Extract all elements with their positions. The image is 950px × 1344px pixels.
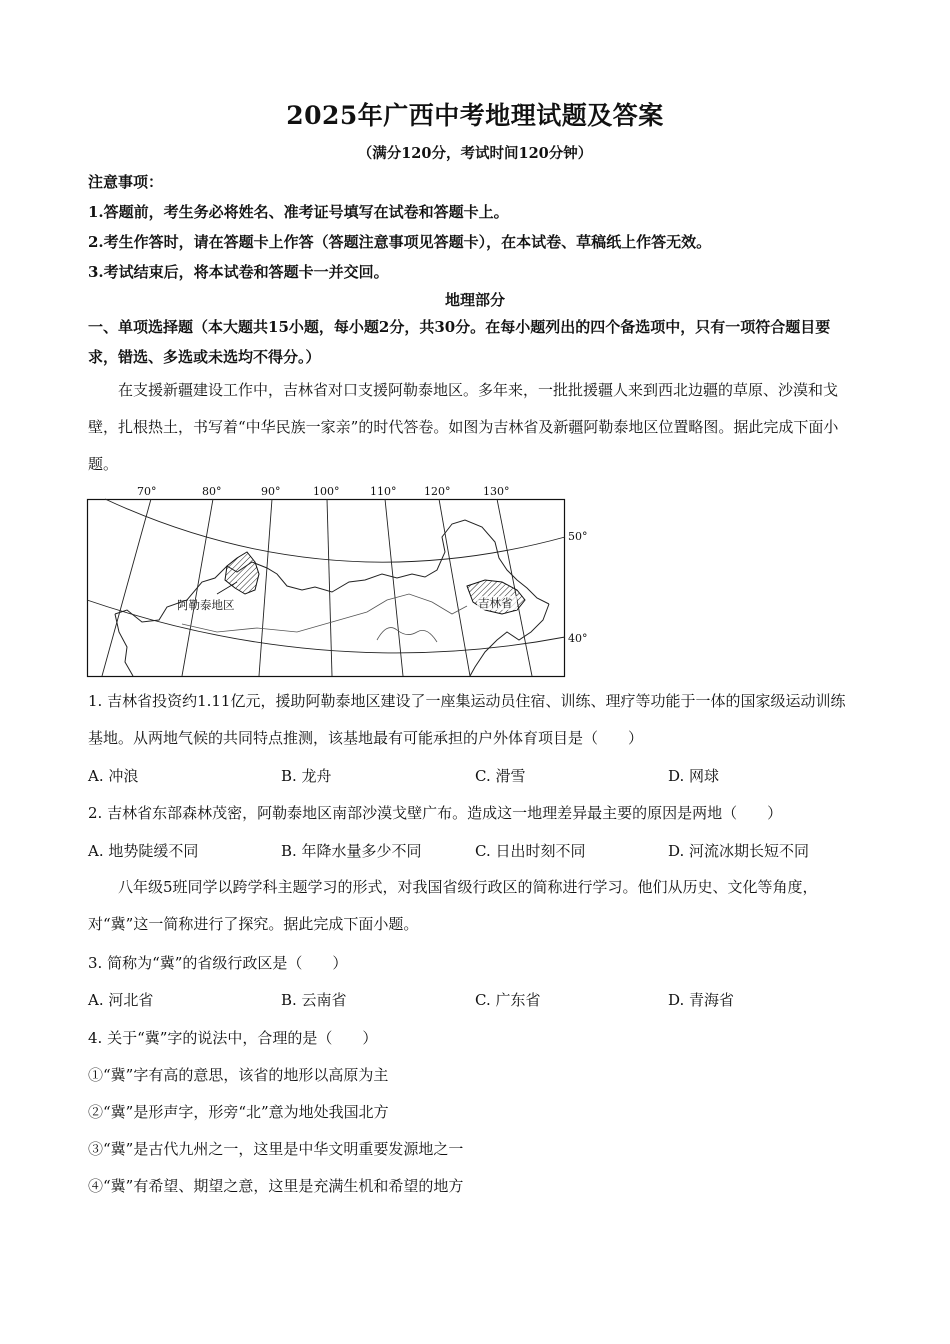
question-1-options [88,765,868,785]
map-longitude-label: 90° [261,485,281,498]
option-c[interactable]: C. 广东省 [475,991,541,1009]
location-map [87,482,588,678]
map-longitude-label: 80° [202,485,222,498]
map-longitude-label: 70° [137,485,157,498]
page-subtitle: （满分120分，考试时间120分钟） [357,145,593,162]
option-c[interactable]: C. 日出时刻不同 [475,842,586,860]
notice-item: 2.考生作答时，请在答题卡上作答（答题注意事项见答题卡），在本试卷、草稿纸上作答无效。 [88,233,712,251]
page-title: 2025年广西中考地理试题及答案 [286,101,664,130]
option-b[interactable]: B. 龙舟 [281,767,332,785]
jilin-label: 吉林省 [478,596,513,610]
map-latitude-label: 40° [568,632,588,645]
option-c[interactable]: C. 滑雪 [475,767,526,785]
map-border-west [115,614,133,676]
map-parallels [87,499,565,653]
option-d[interactable]: D. 青海省 [668,991,735,1009]
question-4-statement: ①“冀”字有高的意思，该省的地形以高原为主 [88,1066,389,1084]
question-2-options [88,840,868,860]
question-4-statement: ②“冀”是形声字，形旁“北”意为地处我国北方 [88,1103,389,1121]
map-river [377,628,437,642]
passage-1: 在支援新疆建设工作中，吉林省对口支援阿勒泰地区。多年来，一批批援疆人来到西北边疆的草原、沙漠和戈壁，扎根热土，书写着“中华民族一家亲”的时代答卷。如图为吉林省及新疆阿勒泰地区位置略图。据此完成下面小题。 [88,381,839,473]
option-d[interactable]: D. 网球 [668,767,720,785]
passage-2: 八年级5班同学以跨学科主题学习的形式，对我国省级行政区的简称进行学习。他们从历史、文化等角度，对“冀”这一简称进行了探究。据此完成下面小题。 [88,878,818,933]
section-heading: 一、单项选择题（本大题共15小题，每小题2分，共30分。在每小题列出的四个备选项中，只有一项符合题目要求，错选、多选或未选均不得分。） [88,318,831,366]
option-a[interactable]: A. 河北省 [88,991,154,1009]
map-longitude-label: 100° [313,485,340,498]
map-longitude-label: 120° [424,485,451,498]
question-1-stem: 1. 吉林省投资约1.11亿元，援助阿勒泰地区建设了一座集运动员住宿、训练、理疗等功能于一体的国家级运动训练基地。从两地气候的共同特点推测，该基地最有可能承担的户外体育项目是（ ） [88,692,846,747]
question-4-statement: ③“冀”是古代九州之一，这里是中华文明重要发源地之一 [88,1140,464,1158]
question-4-stem: 4. 关于“冀”字的说法中，合理的是（ ） [88,1029,378,1047]
map-longitude-label: 130° [483,485,510,498]
option-d[interactable]: D. 河流冰期长短不同 [668,842,810,860]
notice-heading: 注意事项： [88,173,164,191]
map-coastline [470,604,549,676]
option-a[interactable]: A. 地势陡缓不同 [88,842,199,860]
map-longitude-label: 110° [370,485,397,498]
question-2-stem: 2. 吉林省东部森林茂密，阿勒泰地区南部沙漠戈壁广布。造成这一地理差异最主要的原因是两地（ ） [88,804,783,822]
option-b[interactable]: B. 云南省 [281,991,347,1009]
altay-label: 阿勒泰地区 [177,598,235,612]
altay-region [225,552,259,594]
question-3-stem: 3. 简称为“冀”的省级行政区是（ ） [88,954,348,972]
altay-leader-line [217,582,237,594]
option-b[interactable]: B. 年降水量多少不同 [281,842,422,860]
question-4-statement: ④“冀”有希望、期望之意，这里是充满生机和希望的地方 [88,1177,464,1195]
notice-item: 3.考试结束后，将本试卷和答题卡一并交回。 [88,263,389,281]
part-title: 地理部分 [444,291,505,309]
map-latitude-label: 50° [568,530,588,543]
option-a[interactable]: A. 冲浪 [88,767,139,785]
question-3-options [88,989,868,1009]
notice-item: 1.答题前，考生务必将姓名、准考证号填写在试卷和答题卡上。 [88,203,509,221]
